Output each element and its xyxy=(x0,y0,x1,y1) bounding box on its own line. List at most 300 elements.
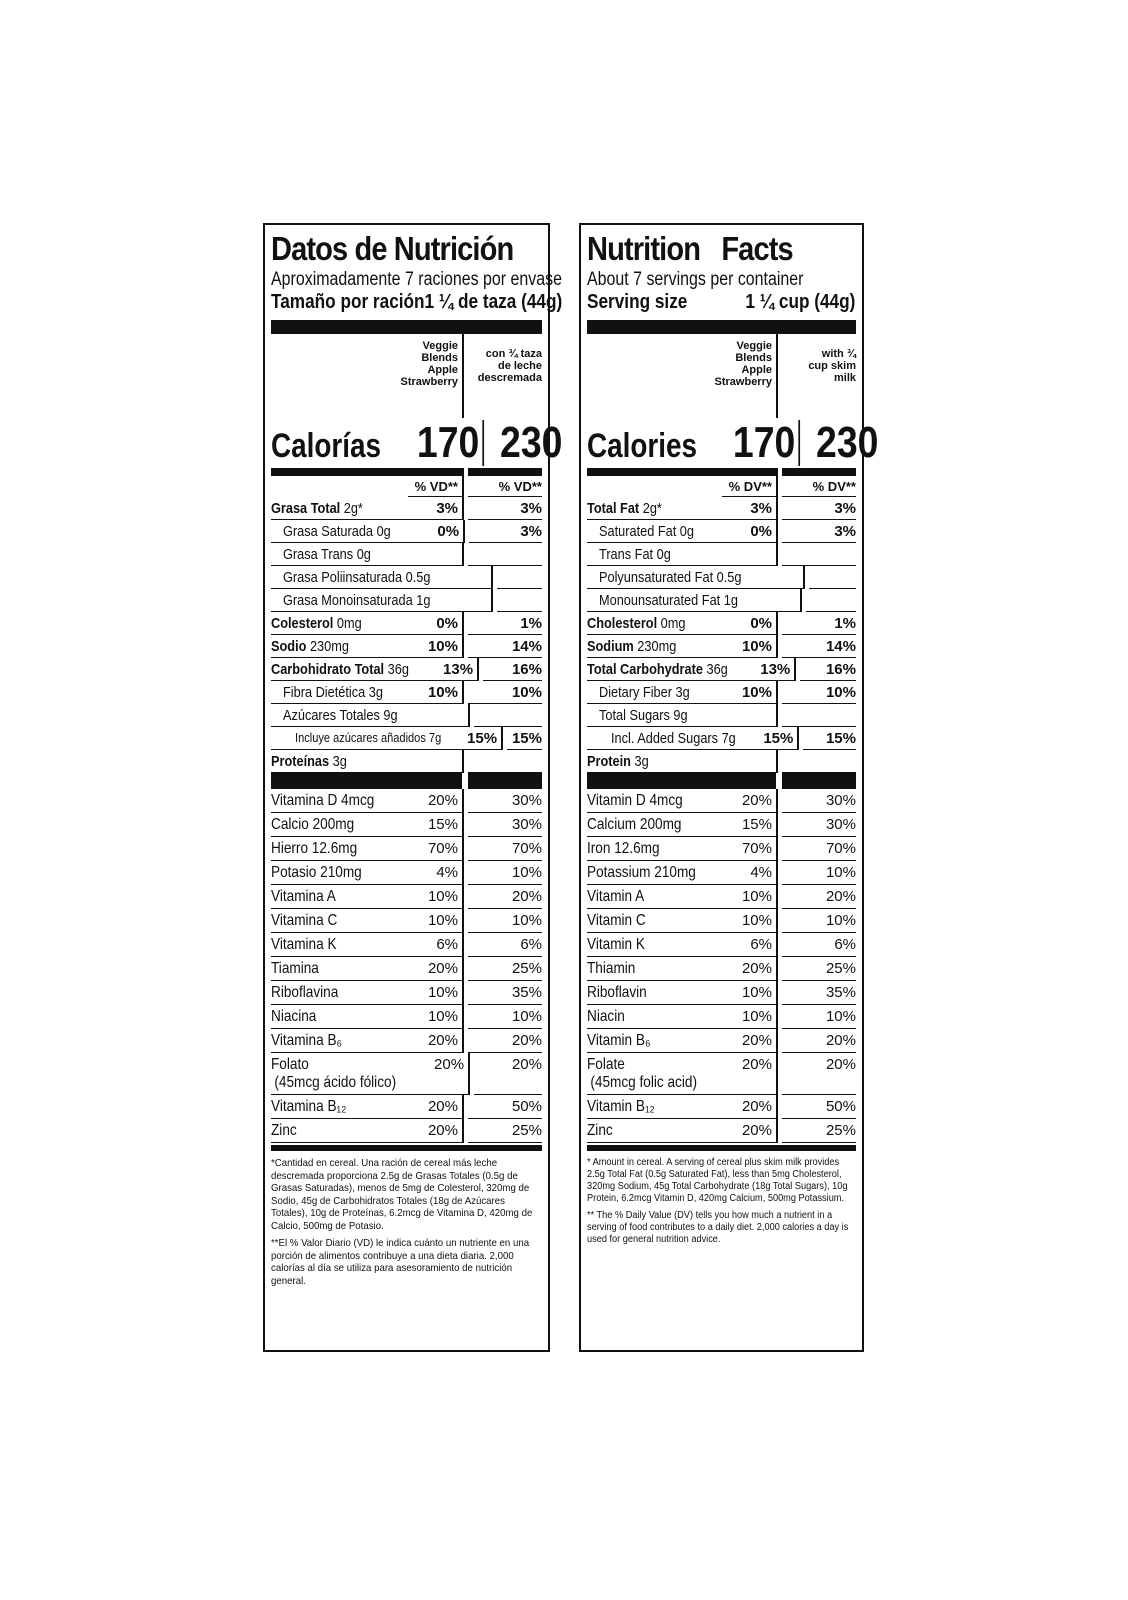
column-header-product xyxy=(271,334,464,418)
dv-with-milk: 20% xyxy=(782,1053,856,1095)
footnote-amount: *Cantidad en cereal. Una ración de cereal más leche descremada proporciona 2.5g de Grasas Totales (0.5g de Grasas Saturadas), menos de 5mg de Colesterol, 320mg de Sodio, 45g de Carbohidratos Totales (18g de Azúcares Totales), 10g de Proteínas, 6.2mcg de Vitamina D, 420mg de Calcio, 500mg de Potasio. xyxy=(271,1157,533,1232)
vitamin-row xyxy=(587,909,856,933)
header-line: con ¾ taza xyxy=(485,348,542,360)
panel-title: Datos de Nutrición xyxy=(271,230,514,267)
dv-product: 4% xyxy=(722,861,778,885)
nutrient-name xyxy=(587,635,722,658)
nutrient-amount: 0.5g xyxy=(405,569,431,586)
nutrient-text xyxy=(283,707,398,724)
dv-product: 15% xyxy=(722,813,778,837)
nutrition-panel-spanish xyxy=(263,223,563,1352)
nutrient-text xyxy=(283,684,383,701)
nutrient-label: Trans Fat xyxy=(599,546,654,563)
footnote-daily-value: **El % Valor Diario (VD) le indica cuánto un nutriente en una porción de alimentos contribuye a una dieta diaria. 2,000 calorías al día se utiliza para asesoramiento de nutrición general. xyxy=(271,1237,530,1287)
vitamin-row xyxy=(587,1005,856,1029)
thick-divider-vitamins xyxy=(587,773,856,789)
dv-with-milk: 30% xyxy=(782,789,856,813)
nutrient-row xyxy=(587,543,856,566)
header-line: Strawberry xyxy=(400,376,458,388)
dv-product xyxy=(418,704,470,727)
dv-with-milk xyxy=(782,543,856,566)
vitamin-name xyxy=(587,837,722,861)
dv-with-milk: 14% xyxy=(782,635,856,658)
nutrient-name xyxy=(587,566,767,589)
dv-with-milk: 10% xyxy=(782,681,856,704)
vitamin-row xyxy=(587,1119,856,1143)
serving-size-label: Serving size xyxy=(587,291,688,313)
vitamin-row xyxy=(271,885,542,909)
nutrient-name xyxy=(271,750,408,773)
dv-product: 6% xyxy=(408,933,464,957)
vitamin-row xyxy=(587,1029,856,1053)
dv-product: 10% xyxy=(408,981,464,1005)
vitamin-row xyxy=(271,813,542,837)
header-line: descremada xyxy=(477,372,542,384)
dv-with-milk: 25% xyxy=(782,957,856,981)
nutrient-text xyxy=(587,500,662,517)
nutrient-label: Polyunsaturated Fat xyxy=(599,569,714,586)
nutrient-name xyxy=(271,681,408,704)
dv-product: 0% xyxy=(722,612,778,635)
vitamin-label: Zinc xyxy=(587,1122,613,1139)
dv-with-milk: 20% xyxy=(782,1029,856,1053)
nutrient-amount: 1g xyxy=(723,592,738,609)
vitamin-row xyxy=(271,957,542,981)
divider-right xyxy=(782,773,856,789)
vitamin-name xyxy=(587,885,722,909)
nutrient-text xyxy=(271,638,349,655)
dv-product: 20% xyxy=(408,1029,464,1053)
nutrient-row xyxy=(271,750,542,773)
nutrient-amount: 7g xyxy=(721,730,736,747)
nutrient-label: Sodio xyxy=(271,638,307,655)
vitamin-label: Folate xyxy=(587,1056,625,1073)
nutrient-label: Grasa Saturada xyxy=(283,523,374,540)
nutrient-row xyxy=(587,727,856,750)
vitamin-name xyxy=(271,885,408,909)
nutrient-row xyxy=(271,566,542,589)
vitamin-name xyxy=(587,933,722,957)
dv-with-milk: 10% xyxy=(468,1005,542,1029)
column-header xyxy=(587,334,856,418)
nutrient-text xyxy=(599,707,688,724)
vitamin-label: Vitamina B₁₂ xyxy=(271,1098,347,1115)
vitamin-name xyxy=(271,1053,418,1095)
dv-product: 20% xyxy=(408,1119,464,1143)
bottom-divider xyxy=(587,1145,856,1151)
nutrient-label: Grasa Monoinsaturada xyxy=(283,592,413,609)
nutrient-label: Grasa Trans xyxy=(283,546,354,563)
vitamin-label: Potassium 210mg xyxy=(587,864,696,881)
vitamin-sublabel: (45mcg folic acid) xyxy=(590,1074,697,1091)
vitamin-name xyxy=(271,1119,408,1143)
serving-size-label: Tamaño por ración xyxy=(271,291,425,313)
vitamin-row xyxy=(271,861,542,885)
nutrient-amount: 36g xyxy=(706,661,728,678)
nutrient-text xyxy=(271,753,347,770)
nutrient-name xyxy=(587,727,758,750)
nutrient-label: Protein xyxy=(587,753,631,770)
dv-product: 15% xyxy=(467,727,503,750)
nutrient-amount: 3g xyxy=(332,753,347,770)
dv-product: 10% xyxy=(408,1005,464,1029)
vitamin-name xyxy=(587,861,722,885)
vitamin-name xyxy=(271,1005,408,1029)
dv-with-milk: 70% xyxy=(782,837,856,861)
nutrient-label: Azúcares Totales xyxy=(283,707,380,724)
vitamin-row xyxy=(587,981,856,1005)
vitamin-row xyxy=(587,933,856,957)
dv-product: 10% xyxy=(722,981,778,1005)
dv-product xyxy=(767,566,805,589)
nutrient-label: Total Sugars xyxy=(599,707,670,724)
nutrient-name xyxy=(587,497,722,520)
nutrient-row xyxy=(271,658,542,681)
dv-with-milk: 10% xyxy=(782,861,856,885)
vitamin-label: Vitamin D 4mcg xyxy=(587,792,683,809)
vitamin-label: Niacin xyxy=(587,1008,625,1025)
nutrient-label: Sodium xyxy=(587,638,634,655)
dv-product: 20% xyxy=(408,789,464,813)
nutrient-row xyxy=(271,635,542,658)
calories-row xyxy=(587,418,879,467)
vitamin-row xyxy=(587,813,856,837)
servings-per-container: About 7 servings per container xyxy=(587,269,804,290)
vitamin-label: Niacina xyxy=(271,1008,317,1025)
nutrient-amount: 7g xyxy=(428,730,442,745)
dv-product: 70% xyxy=(408,837,464,861)
dv-product xyxy=(722,704,778,727)
dv-with-milk: 50% xyxy=(468,1095,542,1119)
divider-right xyxy=(468,468,542,476)
nutrient-name xyxy=(587,750,722,773)
nutrient-text xyxy=(283,523,391,540)
dv-product: 20% xyxy=(408,1095,464,1119)
nutrient-label: Proteínas xyxy=(271,753,330,770)
vitamin-row xyxy=(271,1119,542,1143)
nutrient-row xyxy=(271,704,542,727)
nutrient-amount: 3g xyxy=(675,684,690,701)
nutrient-text xyxy=(599,592,738,609)
calories-with-milk: 230 xyxy=(499,418,563,467)
calories-label: Calories xyxy=(587,427,698,465)
footnotes xyxy=(271,1157,542,1287)
nutrient-row xyxy=(271,727,542,750)
dv-with-milk: 30% xyxy=(468,813,542,837)
dv-with-milk: 1% xyxy=(782,612,856,635)
dv-with-milk: 16% xyxy=(800,658,856,681)
nutrient-text xyxy=(611,730,736,747)
dv-product: 10% xyxy=(722,1005,778,1029)
nutrient-amount: 9g xyxy=(673,707,688,724)
serving-size-line xyxy=(587,290,855,314)
medium-divider xyxy=(271,468,542,476)
dv-with-milk: 1% xyxy=(468,612,542,635)
dv-product: 4% xyxy=(408,861,464,885)
nutrient-row xyxy=(271,612,542,635)
nutrient-label: Colesterol xyxy=(271,615,334,632)
nutrient-label: Saturated Fat xyxy=(599,523,677,540)
dv-with-milk: 30% xyxy=(468,789,542,813)
dv-product: 13% xyxy=(753,658,797,681)
nutrient-amount: 3g xyxy=(368,684,383,701)
header-line: Veggie xyxy=(422,340,458,352)
calories-row xyxy=(271,418,563,467)
nutrient-label: Fibra Dietética xyxy=(283,684,366,701)
nutrient-name xyxy=(587,543,722,566)
dv-with-milk xyxy=(474,704,542,727)
dv-product xyxy=(722,750,778,773)
nutrient-row xyxy=(587,589,856,612)
nutrient-text xyxy=(587,661,728,678)
serving-size-value: 1 ¼ de taza (44g) xyxy=(424,291,563,313)
dv-with-milk xyxy=(468,543,542,566)
nutrient-amount: 0.5g xyxy=(716,569,742,586)
header-line: Strawberry xyxy=(714,376,772,388)
dv-product: 20% xyxy=(722,1029,778,1053)
dv-product: 3% xyxy=(408,497,464,520)
thick-divider xyxy=(271,320,542,334)
dv-with-milk: 20% xyxy=(468,1029,542,1053)
footnotes xyxy=(587,1157,856,1246)
nutrient-name xyxy=(587,612,722,635)
header-line: Blends xyxy=(735,352,772,364)
dv-product: 10% xyxy=(722,635,778,658)
nutrient-amount: 2g* xyxy=(343,500,363,517)
nutrient-label: Dietary Fiber xyxy=(599,684,672,701)
vitamin-label: Vitamin K xyxy=(587,936,645,953)
vitamin-label: Iron 12.6mg xyxy=(587,840,660,857)
divider-left xyxy=(271,468,464,476)
dv-with-milk: 35% xyxy=(782,981,856,1005)
header-line: de leche xyxy=(497,360,542,372)
nutrient-name xyxy=(587,704,722,727)
vitamin-label: Hierro 12.6mg xyxy=(271,840,358,857)
dv-product xyxy=(408,750,464,773)
dv-with-milk: 14% xyxy=(468,635,542,658)
vitamin-label: Potasio 210mg xyxy=(271,864,362,881)
vitamin-name xyxy=(587,1095,722,1119)
vitamin-row xyxy=(271,1029,542,1053)
divider-right xyxy=(782,468,856,476)
dv-with-milk: 3% xyxy=(782,520,856,543)
vitamin-row xyxy=(271,933,542,957)
daily-value-header xyxy=(587,476,856,497)
dv-with-milk: 10% xyxy=(468,909,542,933)
dv-with-milk: 20% xyxy=(468,885,542,909)
vitamin-name xyxy=(271,981,408,1005)
dv-label-with-milk: % DV** xyxy=(782,476,856,497)
dv-with-milk: 6% xyxy=(782,933,856,957)
dv-with-milk: 6% xyxy=(468,933,542,957)
dv-product xyxy=(762,589,802,612)
header-line: Veggie xyxy=(736,340,772,352)
vitamin-name xyxy=(587,789,722,813)
vitamin-row xyxy=(587,837,856,861)
vitamin-name xyxy=(587,957,722,981)
dv-product: 10% xyxy=(722,681,778,704)
dv-product: 10% xyxy=(408,635,464,658)
dv-with-milk xyxy=(497,566,542,589)
dv-product: 15% xyxy=(758,727,800,750)
dv-label-with-milk: % VD** xyxy=(468,476,542,497)
nutrient-name xyxy=(271,612,408,635)
vitamin-label: Thiamin xyxy=(587,960,636,977)
dv-product: 0% xyxy=(722,520,778,543)
vitamin-label: Vitamina D 4mcg xyxy=(271,792,375,809)
dv-with-milk: 35% xyxy=(468,981,542,1005)
dv-product xyxy=(456,589,492,612)
vitamin-row xyxy=(271,789,542,813)
vitamin-label: Zinc xyxy=(271,1122,297,1139)
nutrient-amount: 9g xyxy=(383,707,398,724)
nutrient-row xyxy=(587,681,856,704)
serving-size-value: 1 ¼ cup (44g) xyxy=(745,291,856,313)
footnote-amount: * Amount in cereal. A serving of cereal plus skim milk provides 2.5g Total Fat (0.5g Saturated Fat), less than 5mg Cholesterol, 320mg Sodium, 45g Total Carbohydrate (18g Total Sugars), 10g Protein, 6.2mcg Vitamin D, 420mg Calcium, 500mg Potassium. xyxy=(587,1157,848,1204)
nutrient-name xyxy=(271,727,467,750)
dv-with-milk: 20% xyxy=(474,1053,542,1095)
vitamin-sublabel: (45mcg ácido fólico) xyxy=(274,1074,397,1091)
calories-with-milk: 230 xyxy=(815,418,879,467)
dv-label-product: % DV** xyxy=(722,476,778,497)
dv-product: 20% xyxy=(722,1053,778,1095)
nutrient-label: Grasa Poliinsaturada xyxy=(283,569,403,586)
vitamin-row xyxy=(587,789,856,813)
nutrient-amount: 0g xyxy=(376,523,391,540)
column-header-with-milk xyxy=(468,334,542,418)
vitamin-label: Riboflavin xyxy=(587,984,647,1001)
nutrient-row xyxy=(271,497,542,520)
nutrient-label: Monounsaturated Fat xyxy=(599,592,721,609)
dv-spacer xyxy=(587,476,722,497)
vitamin-name xyxy=(587,1053,722,1095)
header-line: Apple xyxy=(741,364,772,376)
vitamin-name xyxy=(271,813,408,837)
vitamin-label: Calcium 200mg xyxy=(587,816,682,833)
nutrient-amount: 0g xyxy=(356,546,371,563)
dv-product: 10% xyxy=(408,909,464,933)
dv-with-milk: 10% xyxy=(468,861,542,885)
bottom-divider xyxy=(271,1145,542,1151)
vitamin-label: Tiamina xyxy=(271,960,319,977)
dv-with-milk: 25% xyxy=(782,1119,856,1143)
dv-product: 0% xyxy=(408,612,464,635)
nutrient-row xyxy=(271,589,542,612)
nutrient-name xyxy=(271,497,408,520)
vitamin-label: Vitamin C xyxy=(587,912,646,929)
vitamin-name xyxy=(271,861,408,885)
vitamin-row xyxy=(271,909,542,933)
nutrient-label: Cholesterol xyxy=(587,615,658,632)
dv-product xyxy=(456,566,492,589)
vitamin-row xyxy=(587,861,856,885)
nutrient-name xyxy=(271,704,418,727)
nutrient-row xyxy=(271,543,542,566)
vitamin-name xyxy=(271,1029,408,1053)
divider-right xyxy=(468,773,542,789)
nutrient-amount: 0g xyxy=(656,546,671,563)
vitamin-name xyxy=(587,1005,722,1029)
daily-value-header xyxy=(271,476,542,497)
nutrient-name xyxy=(271,589,456,612)
divider-left xyxy=(587,773,778,789)
nutrient-amount: 36g xyxy=(387,661,409,678)
column-header-product xyxy=(587,334,778,418)
vitamin-row xyxy=(271,1053,542,1095)
nutrient-text xyxy=(295,730,441,745)
header-line: with ¾ xyxy=(821,348,856,360)
dv-with-milk: 10% xyxy=(468,681,542,704)
nutrient-row xyxy=(587,750,856,773)
dv-with-milk xyxy=(809,566,856,589)
nutrient-amount: 0g xyxy=(679,523,694,540)
vitamin-row xyxy=(271,1005,542,1029)
divider-left xyxy=(271,773,464,789)
dv-product: 20% xyxy=(722,1119,778,1143)
nutrient-amount: 0mg xyxy=(660,615,686,632)
nutrient-label: Total Carbohydrate xyxy=(587,661,703,678)
vitamin-label: Riboflavina xyxy=(271,984,339,1001)
nutrient-row xyxy=(271,520,542,543)
dv-with-milk xyxy=(782,750,856,773)
header-line: Apple xyxy=(427,364,458,376)
vitamin-name xyxy=(587,981,722,1005)
nutrient-text xyxy=(599,546,671,563)
nutrient-text xyxy=(271,661,409,678)
nutrient-name xyxy=(271,543,408,566)
vitamin-label: Vitamina A xyxy=(271,888,336,905)
thick-divider xyxy=(587,320,856,334)
footnote-daily-value: ** The % Daily Value (DV) tells you how much a nutrient in a serving of food contributes to a daily diet. 2,000 calories a day is used for general nutrition advice. xyxy=(587,1210,849,1245)
nutrient-name xyxy=(271,635,408,658)
dv-product: 20% xyxy=(418,1053,470,1095)
nutrient-row xyxy=(587,635,856,658)
nutrient-label: Incl. Added Sugars xyxy=(611,730,719,747)
dv-product: 10% xyxy=(408,681,464,704)
nutrient-row xyxy=(587,520,856,543)
dv-with-milk: 25% xyxy=(468,1119,542,1143)
nutrient-text xyxy=(599,523,694,540)
vitamin-name xyxy=(271,789,408,813)
dv-product: 70% xyxy=(722,837,778,861)
nutrient-name xyxy=(587,520,722,543)
vitamin-name xyxy=(271,933,408,957)
header-line: Blends xyxy=(421,352,458,364)
dv-label-product: % VD** xyxy=(408,476,464,497)
column-header-with-milk xyxy=(782,334,856,418)
dv-product xyxy=(408,543,464,566)
nutrient-text xyxy=(587,638,676,655)
calories-product: 170 xyxy=(733,420,801,466)
nutrient-name xyxy=(587,681,722,704)
vitamin-label: Calcio 200mg xyxy=(271,816,355,833)
dv-with-milk: 15% xyxy=(803,727,856,750)
calories-label: Calorías xyxy=(271,427,382,465)
nutrient-row xyxy=(587,658,856,681)
vitamin-label: Vitamina B₆ xyxy=(271,1032,343,1049)
vitamin-name xyxy=(271,909,408,933)
dv-with-milk xyxy=(497,589,542,612)
nutrient-text xyxy=(587,753,649,770)
calories-product: 170 xyxy=(417,420,485,466)
vitamin-name xyxy=(271,1095,408,1119)
dv-with-milk xyxy=(782,704,856,727)
dv-with-milk: 3% xyxy=(782,497,856,520)
column-header xyxy=(271,334,542,418)
header-line: milk xyxy=(833,372,856,384)
vitamin-label: Vitamin A xyxy=(587,888,645,905)
nutrient-amount: 230mg xyxy=(309,638,349,655)
